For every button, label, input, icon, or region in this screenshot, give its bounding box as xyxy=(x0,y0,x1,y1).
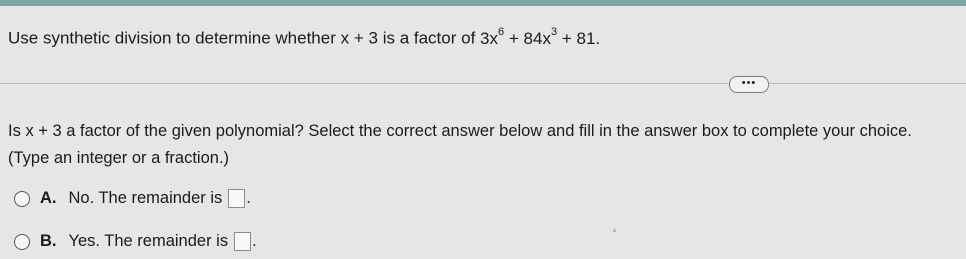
question-middle: is a factor of xyxy=(382,28,476,48)
option-a-letter: A. xyxy=(40,189,57,207)
option-a-answer-box[interactable] xyxy=(228,189,245,208)
prompt-divisor: x + 3 xyxy=(25,122,62,140)
stray-mark: ⸗ xyxy=(613,225,616,235)
option-a[interactable] xyxy=(14,189,251,208)
option-a-period: . xyxy=(246,189,251,207)
option-a-text: No. The remainder is xyxy=(68,189,223,207)
poly-term-1: 3x xyxy=(480,28,499,48)
option-b[interactable] xyxy=(14,232,257,251)
section-divider xyxy=(0,83,966,84)
poly-op-1: + xyxy=(508,28,519,48)
more-options-button[interactable]: ••• xyxy=(729,76,769,93)
question-prefix: Use synthetic division to determine whether xyxy=(8,28,336,48)
polynomial xyxy=(480,26,601,48)
poly-term-2: 84x xyxy=(523,28,551,48)
option-b-period: . xyxy=(252,232,257,250)
instruction-text xyxy=(8,122,912,141)
poly-term-3: 81. xyxy=(576,28,601,48)
hint-text: (Type an integer or a fraction.) xyxy=(8,149,230,167)
option-b-letter: B. xyxy=(40,232,57,250)
prompt-rest: a factor of the given polynomial? Select the correct answer below and fill in the answer box to complete your choice. xyxy=(66,122,912,140)
poly-exponent-1: 6 xyxy=(498,26,505,38)
question-divisor: x + 3 xyxy=(340,28,378,48)
option-b-radio[interactable] xyxy=(14,234,30,250)
prompt-is: Is xyxy=(8,122,21,140)
poly-op-2: + xyxy=(561,28,572,48)
question-text xyxy=(8,28,600,49)
option-b-text: Yes. The remainder is xyxy=(68,232,229,250)
poly-exponent-2: 3 xyxy=(550,26,558,38)
option-a-radio[interactable] xyxy=(14,191,30,207)
option-b-answer-box[interactable] xyxy=(234,232,251,251)
top-accent-bar xyxy=(0,0,966,6)
